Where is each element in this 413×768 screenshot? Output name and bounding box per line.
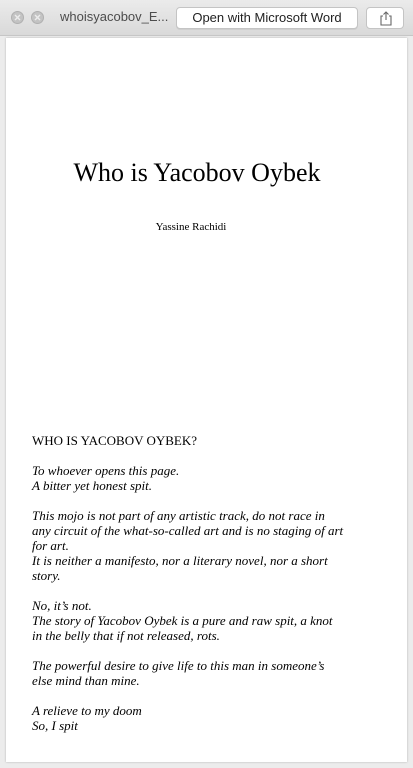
open-with-word-button[interactable]: Open with Microsoft Word	[176, 7, 358, 29]
document-page[interactable]	[6, 38, 407, 762]
paragraph	[32, 463, 362, 493]
paragraph	[32, 508, 362, 583]
text-line: It is neither a manifesto, nor a literary novel, nor a short	[32, 553, 328, 568]
section-heading: WHO IS YACOBOV OYBEK?	[32, 433, 198, 448]
text-line: A relieve to my doom	[32, 703, 142, 718]
document-author: Yassine Rachidi	[155, 221, 227, 233]
share-icon	[380, 11, 392, 26]
text-line: To whoever opens this page.	[32, 463, 180, 478]
text-line: for art.	[32, 538, 69, 553]
share-button[interactable]	[366, 7, 404, 29]
text-line: else mind than mine.	[32, 673, 140, 688]
text-line: The powerful desire to give life to this man in someone’s	[32, 658, 325, 673]
paragraph	[32, 598, 362, 643]
paragraph	[32, 658, 362, 688]
text-line: No, it’s not.	[32, 598, 92, 613]
text-line: A bitter yet honest spit.	[32, 478, 152, 493]
minimize-icon[interactable]	[31, 11, 44, 24]
document-body	[32, 433, 362, 748]
document-filename: whoisyacobov_E...	[60, 9, 169, 24]
text-line: in the belly that if not released, rots.	[32, 628, 220, 643]
paragraph	[32, 703, 362, 733]
text-line: any circuit of the what-so-called art and is no staging of art	[32, 523, 344, 538]
text-line: This mojo is not part of any artistic track, do not race in	[32, 508, 325, 523]
close-icon[interactable]	[11, 11, 24, 24]
document-title: Who is Yacobov Oybek	[73, 158, 321, 187]
text-line: The story of Yacobov Oybek is a pure and raw spit, a knot	[32, 613, 333, 628]
text-line: story.	[32, 568, 61, 583]
text-line: So, I spit	[32, 718, 78, 733]
title-bar	[0, 0, 413, 36]
